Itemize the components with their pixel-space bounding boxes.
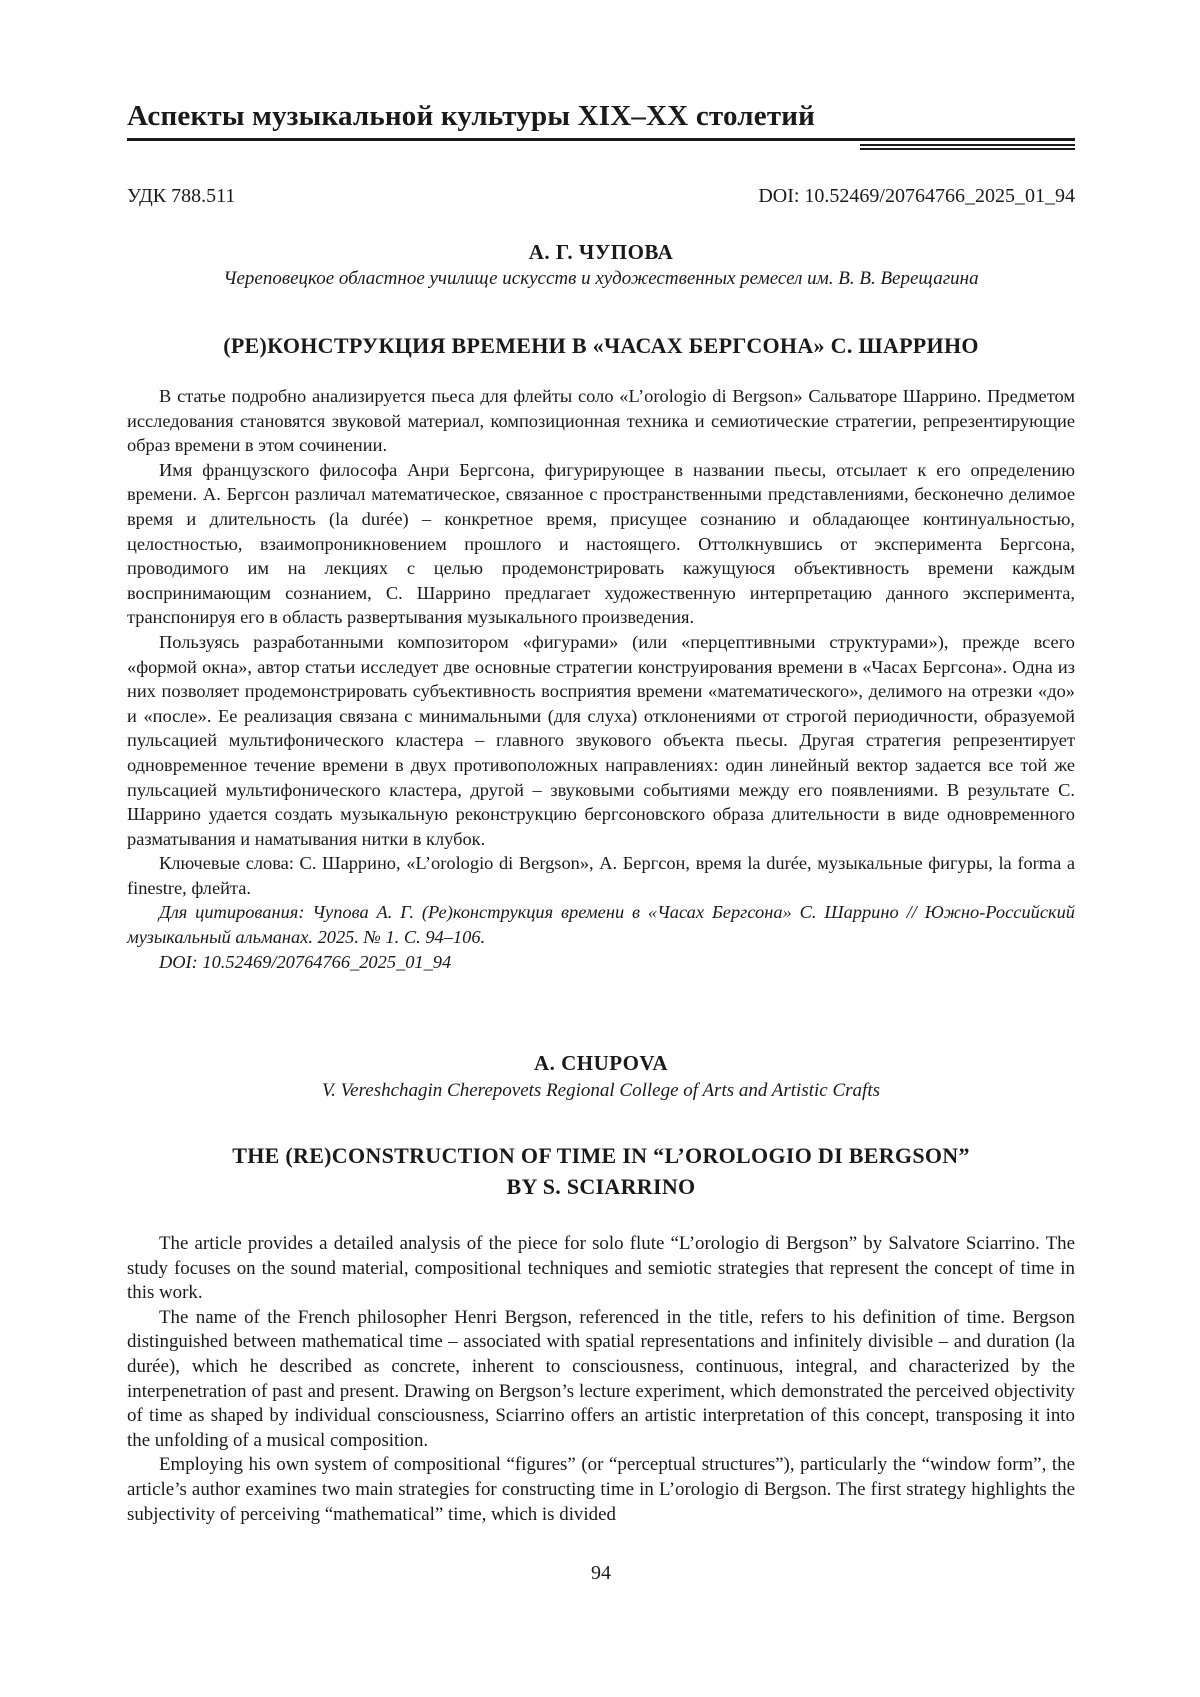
page-number: 94 — [591, 1562, 611, 1584]
author-name-ru: А. Г. ЧУПОВА — [528, 240, 674, 264]
abstract-ru — [127, 384, 1075, 974]
author-name-en: A. CHUPOVA — [533, 1051, 669, 1075]
abstract-paragraph: Пользуясь разработанными композитором «фигурами» (или «перцептивными структурами»), прежде всего «формой окна», автор статьи исследует две основные стратегии конструирования времени в «Часах Бергсона». Одна из них позволяет продемонстрировать субъективность восприятия времени «математического», делимого на отрезки «до» и «после». Ее реализация связана с минимальными (для слуха) отклонениями от строгой периодичности, образуемой пульсацией мультифонического кластера – главного звукового объекта пьесы. Другая стратегия репрезентирует одновременное течение времени в двух противоположных направлениях: один линейный вектор задается все той же пульсацией мультифонического кластера, другой – звуковыми событиями между его появлениями. В результате С. Шаррино удается создать музыкальную реконструкцию бергсоновского образа длительности в виде одновременного разматывания и наматывания нитки в клубок. — [127, 631, 1075, 849]
abstract-paragraph: Имя французского философа Анри Бергсона, фигурирующее в названии пьесы, отсылает к его определению времени. А. Бергсон различал математическое, связанное с пространственными представлениями, бесконечно делимое время и длительность (la durée) – конкретное время, присущее сознанию и обладающее континуальностью, целостностью, взаимопроникновением прошлого и настоящего. Оттолкнувшись от эксперимента Бергсона, проводимого им на лекциях с целью продемонстрировать кажущуюся объективность времени каждым воспринимающим сознанием, С. Шаррино предлагает художественную интерпретацию данного эксперимента, транспонируя его в область развертывания музыкального произведения. — [127, 459, 1075, 628]
article-title-en-line: BY S. SCIARRINO — [506, 1174, 696, 1199]
abstract-paragraph: The name of the French philosopher Henri Bergson, referenced in the title, refers to his definition of time. Bergson distinguished between mathematical time – associated with spatial representations and infinitely divisible – and duration (la durée), which he described as concrete, inherent to consciousness, continuous, integral, and characterized by the interpenetration of past and present. Drawing on Bergson’s lecture experiment, which demonstrated the perceived objectivity of time as shaped by individual consciousness, Sciarrino offers an artistic interpretation of this concept, transposing it into the unfolding of a musical composition. — [127, 1306, 1075, 1451]
header-rule-thick — [127, 138, 1075, 141]
affiliation-ru: Череповецкое областное училище искусств и художественных ремесел им. В. В. Верещагина — [223, 268, 979, 289]
article-title-en — [127, 1140, 1075, 1202]
abstract-paragraph: The article provides a detailed analysis of the piece for solo flute “L’orologio di Bergson” by Salvatore Sciarrino. The study focuses on the sound material, compositional techniques and semiotic strategies that represent the concept of time in this work. — [127, 1233, 1075, 1304]
keywords-ru: Ключевые слова: С. Шаррино, «L’orologio di Bergson», А. Бергсон, время la durée, музыкальные фигуры, la forma a finestre, флейта. — [127, 853, 1075, 898]
abstract-paragraph: Employing his own system of compositional “figures” (or “perceptual structures”), particularly the “window form”, the article’s author examines two main strategies for constructing time in L’orologio di Bergson. The first strategy highlights the subjectivity of perceiving “mathematical” time, which is divided — [127, 1454, 1075, 1525]
identifier-line — [127, 185, 1075, 208]
article-title-en-line: THE (RE)CONSTRUCTION OF TIME IN “L’OROLOGIO DI BERGSON” — [232, 1143, 970, 1168]
citation-doi-ru: DOI: 10.52469/20764766_2025_01_94 — [159, 951, 452, 972]
udc-code: УДК 788.511 — [127, 185, 236, 207]
header-rule-thin — [860, 144, 1075, 146]
doi: DOI: 10.52469/20764766_2025_01_94 — [758, 185, 1075, 207]
running-header-title: Аспекты музыкальной культуры XIX–XX столетий — [127, 100, 816, 132]
article-title-ru: (РЕ)КОНСТРУКЦИЯ ВРЕМЕНИ В «ЧАСАХ БЕРГСОНА» С. ШАРРИНО — [223, 333, 979, 358]
abstract-paragraph: В статье подробно анализируется пьеса для флейты соло «L’orologio di Bergson» Сальваторе Шаррино. Предметом исследования становятся звуковой материал, композиционная техника и семиотические стратегии, репрезентирующие образ времени в этом сочинении. — [127, 386, 1075, 456]
abstract-en — [127, 1232, 1075, 1527]
header-rule-thin — [860, 148, 1075, 150]
citation-ru: Для цитирования: Чупова А. Г. (Ре)конструкция времени в «Часах Бергсона» С. Шаррино // Южно-Российский музыкальный альманах. 2025. № 1. С. 94–106. — [127, 902, 1075, 948]
affiliation-en: V. Vereshchagin Cherepovets Regional College of Arts and Artistic Crafts — [321, 1080, 880, 1101]
